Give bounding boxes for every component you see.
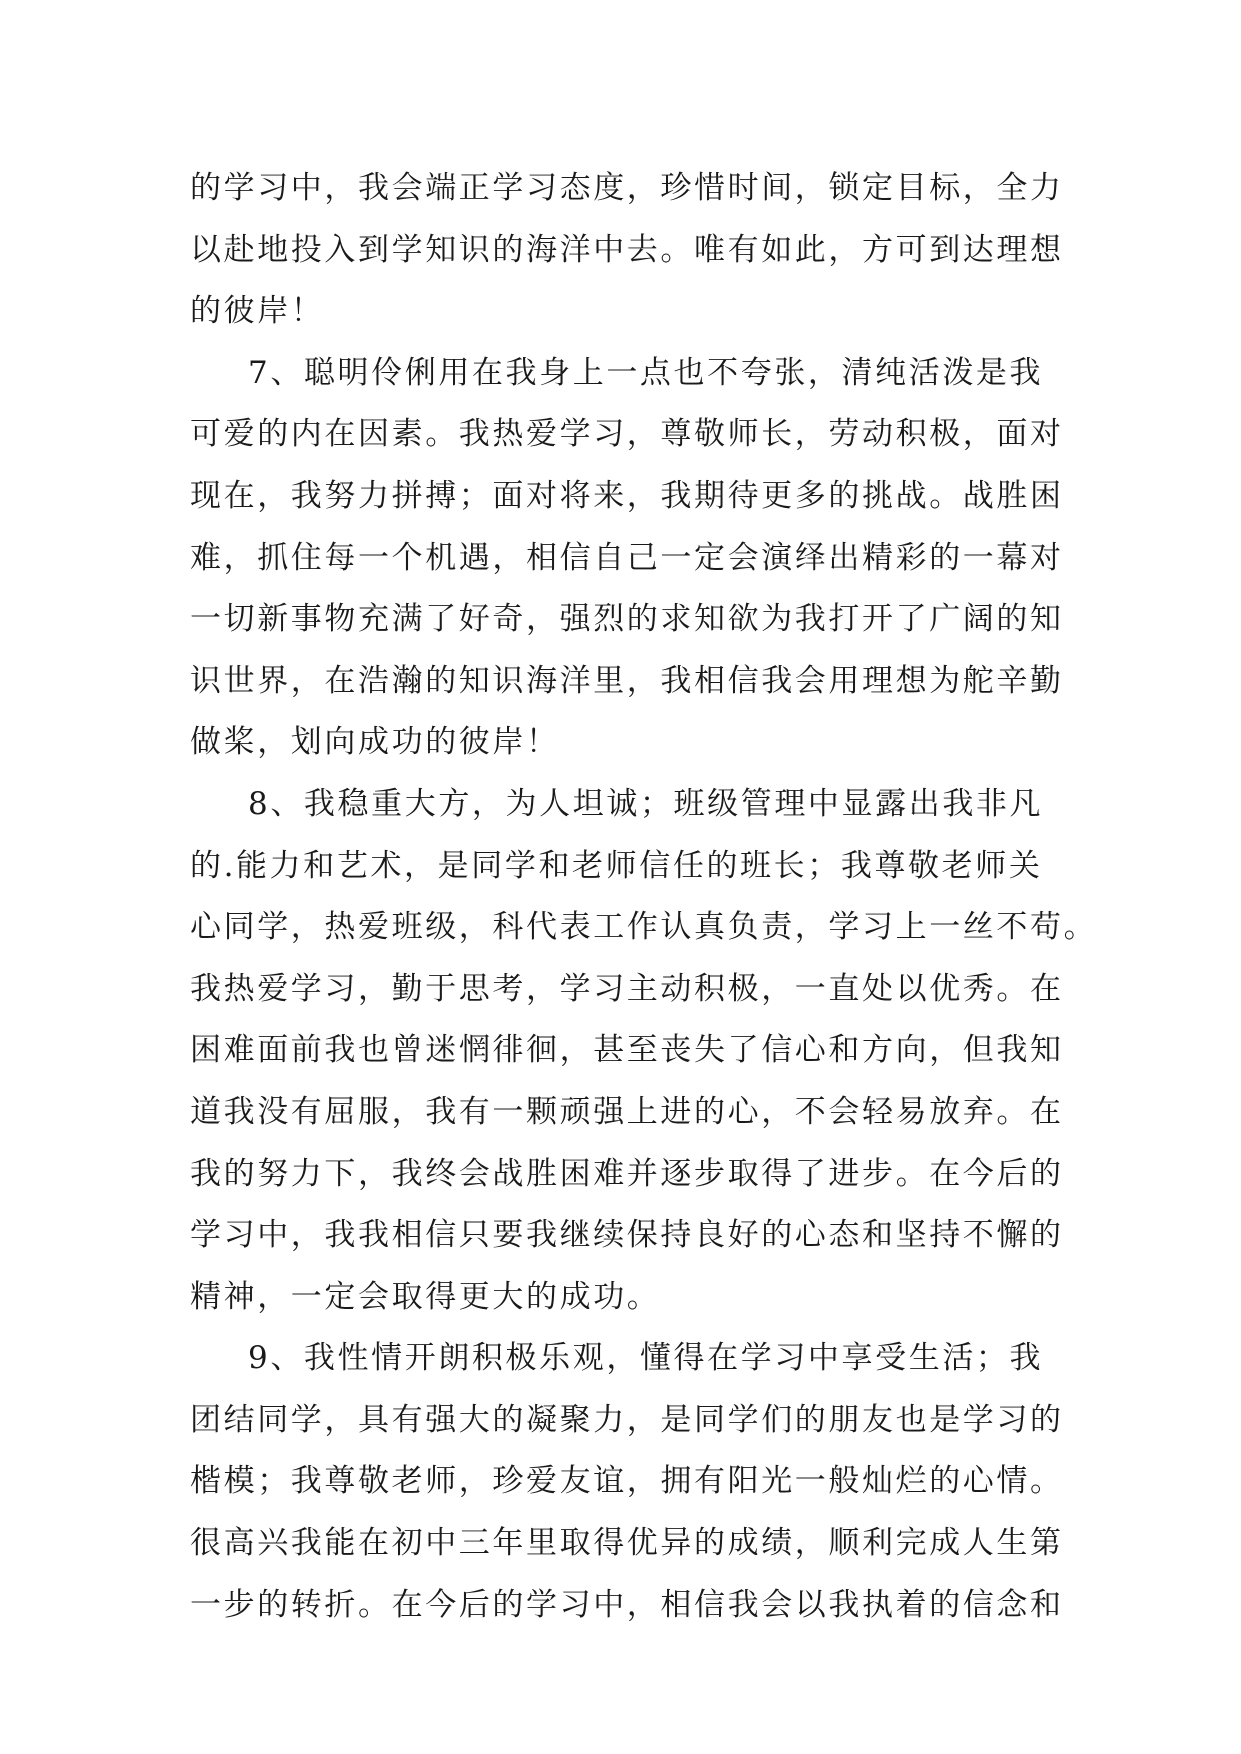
- text-line: 楷模；我尊敬老师，珍爱友谊，拥有阳光一般灿烂的心情。: [190, 1463, 1064, 1500]
- text-line: 困难面前我也曾迷惘徘徊，甚至丧失了信心和方向，但我知: [190, 1032, 1064, 1069]
- text-line: 识世界，在浩瀚的知识海洋里，我相信我会用理想为舵辛勤: [190, 662, 1064, 699]
- paragraph-9-start: 9、我性情开朗积极乐观，懂得在学习中享受生活；我: [248, 1340, 1044, 1377]
- text-line: 我的努力下，我终会战胜困难并逐步取得了进步。在今后的: [190, 1155, 1064, 1192]
- document-body: [190, 158, 1098, 1636]
- text-line: 的.能力和艺术，是同学和老师信任的班长；我尊敬老师关: [190, 847, 1043, 884]
- text-line: 道我没有屈服，我有一颗顽强上进的心，不会轻易放弃。在: [190, 1093, 1064, 1130]
- text-line: 团结同学，具有强大的凝聚力，是同学们的朋友也是学习的: [190, 1401, 1064, 1438]
- text-line: 做桨，划向成功的彼岸！: [190, 724, 560, 761]
- text-line: 的彼岸！: [190, 293, 325, 330]
- text-line: 难，抓住每一个机遇，相信自己一定会演绎出精彩的一幕对: [190, 539, 1064, 576]
- text-line: 一步的转折。在今后的学习中，相信我会以我执着的信念和: [190, 1586, 1064, 1623]
- text-line: 心同学，热爱班级，科代表工作认真负责，学习上一丝不苟。: [190, 909, 1098, 946]
- paragraph-7-start: 7、聪明伶俐用在我身上一点也不夸张，清纯活泼是我: [248, 354, 1044, 391]
- text-line: 一切新事物充满了好奇，强烈的求知欲为我打开了广阔的知: [190, 601, 1064, 638]
- text-line: 以赴地投入到学知识的海洋中去。唯有如此，方可到达理想: [190, 231, 1064, 268]
- text-line: 我热爱学习，勤于思考，学习主动积极，一直处以优秀。在: [190, 970, 1064, 1007]
- text-line: 很高兴我能在初中三年里取得优异的成绩，顺利完成人生第: [190, 1525, 1064, 1562]
- text-line: 现在，我努力拼搏；面对将来，我期待更多的挑战。战胜困: [190, 477, 1064, 514]
- text-line: 的学习中，我会端正学习态度，珍惜时间，锁定目标，全力: [190, 170, 1064, 206]
- text-line: 可爱的内在因素。我热爱学习，尊敬师长，劳动积极，面对: [190, 416, 1064, 453]
- paragraph-8-start: 8、我稳重大方，为人坦诚；班级管理中显露出我非凡: [248, 785, 1044, 822]
- text-line: 学习中，我我相信只要我继续保持良好的心态和坚持不懈的: [190, 1217, 1064, 1254]
- text-line: 精神，一定会取得更大的成功。: [190, 1278, 661, 1315]
